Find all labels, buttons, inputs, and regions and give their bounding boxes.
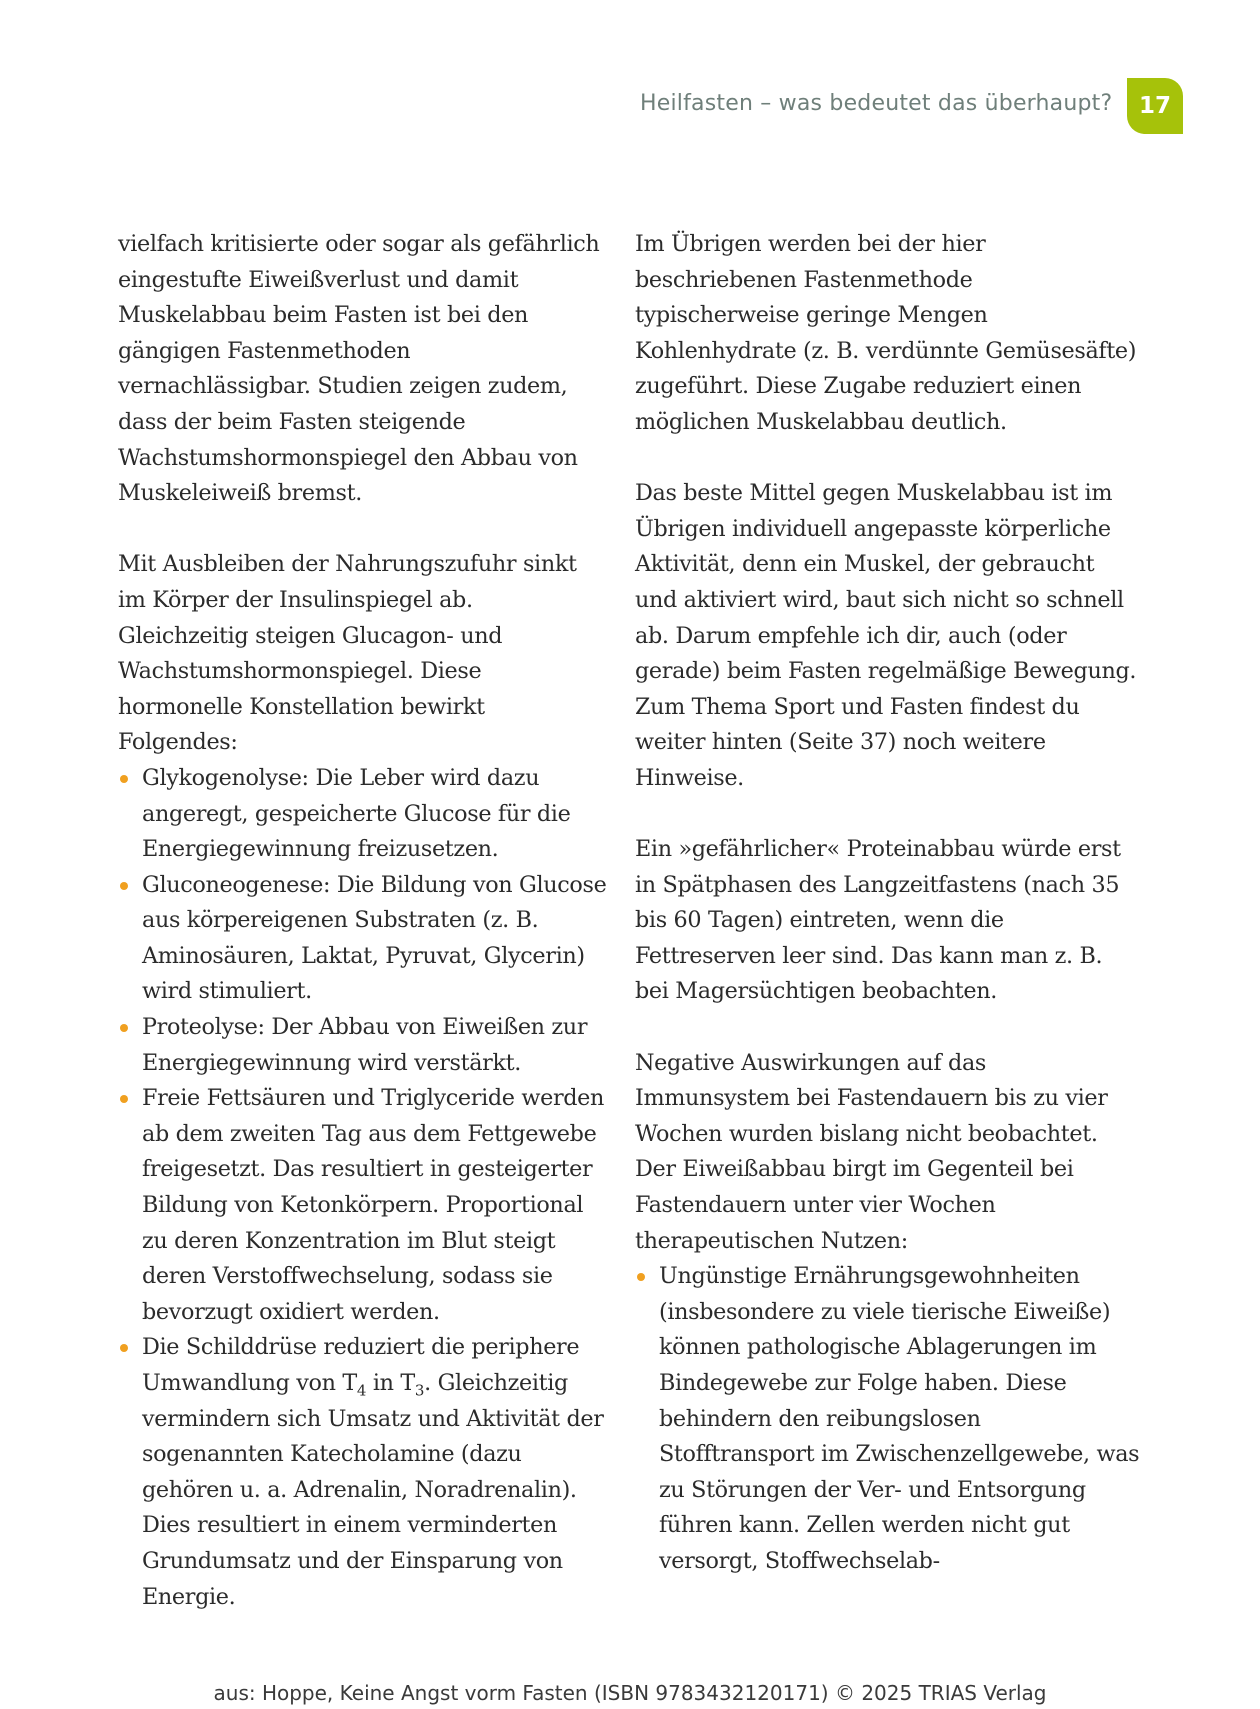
text-part: Die Schilddrüse reduziert die periphere Umwandlung von T: [142, 1334, 580, 1396]
list-item: [118, 761, 608, 868]
bullet-icon: [120, 1024, 128, 1032]
left-column: [118, 227, 608, 1615]
page-number-badge: 17: [1127, 78, 1183, 134]
list-item: [118, 868, 608, 1010]
text-part: . Gleichzeitig vermindern sich Umsatz und Aktivität der sogenannten Katecholamine (dazu gehören u. a. Adrenalin, Noradrenalin). Dies resultiert in einem verminderten Grundumsatz und der Einsparung von Energie.: [142, 1370, 604, 1610]
paragraph: vielfach kritisierte oder sogar als gefährlich eingestufte Eiweißverlust und damit Muskelabbau beim Fasten ist bei den gängigen Fastenmethoden vernachlässigbar. Studien zeigen zudem, dass der beim Fasten steigende Wachstumshormonspiegel den Abbau von Muskeleiweiß bremst.: [118, 231, 600, 507]
bullet-icon: [120, 1095, 128, 1103]
bullet-list: [118, 761, 608, 1615]
paragraph: Im Übrigen werden bei der hier beschriebenen Fastenmethode typischerweise geringe Mengen Kohlenhydrate (z. B. verdünnte Gemüsesäfte) zugeführt. Diese Zugabe reduziert einen möglichen Muskelabbau deutlich.: [635, 231, 1137, 435]
list-item: [118, 1081, 608, 1330]
bullet-icon: [120, 1344, 128, 1352]
source-footer: aus: Hoppe, Keine Angst vorm Fasten (ISBN 9783432120171) © 2025 TRIAS Verlag: [213, 1681, 1047, 1705]
list-item-text: Gluconeogenese: Die Bildung von Glucose aus körpereigenen Substraten (z. B. Aminosäuren, Laktat, Pyruvat, Glycerin) wird stimuliert.: [142, 871, 607, 1005]
paragraph-text: Mit Ausbleiben der Nahrungszufuhr sinkt im Körper der Insulinspiegel ab. Gleichzeitig steigen Glucagon- und Wachstumshormonspiegel. Diese hormonelle Konstellation bewirkt Folgendes:: [118, 551, 577, 756]
subscript: 4: [356, 1381, 367, 1400]
bullet-list: [635, 1259, 1140, 1579]
text-part: in T: [366, 1370, 415, 1396]
bullet-icon: [120, 882, 128, 890]
running-title: Heilfasten – was bedeutet das überhaupt?: [640, 91, 1113, 116]
list-item-text: Ungünstige Ernährungsgewohnheiten (insbesondere zu viele tierische Eiweiße) können pathologische Ablagerungen im Bindegewebe zur Folge haben. Diese behindern den reibungslosen Stofftransport im Zwischenzellgewebe, was zu Störungen der Ver- und Entsorgung führen kann. Zellen werden nicht gut versorgt, Stoffwechselab-: [659, 1263, 1140, 1574]
paragraph: Das beste Mittel gegen Muskelabbau ist im Übrigen individuell angepasste körperliche Aktivität, denn ein Muskel, der gebraucht und aktiviert wird, baut sich nicht so schnell ab. Darum empfehle ich dir, auch (oder gerade) beim Fasten regelmäßige Bewegung. Zum Thema Sport und Fasten findest du weiter hinten (Seite 37) noch weitere Hinweise.: [635, 480, 1137, 791]
list-item-text: Freie Fettsäuren und Triglyceride werden ab dem zweiten Tag aus dem Fettgewebe freigesetzt. Das resultiert in gesteigerter Bildung von Ketonkörpern. Proportional zu deren Konzentration im Blut steigt deren Verstoffwechselung, sodass sie bevorzugt oxidiert werden.: [142, 1085, 605, 1325]
bullet-icon: [637, 1273, 645, 1281]
list-item: [635, 1259, 1140, 1579]
list-item-text: Proteolyse: Der Abbau von Eiweißen zur Energiegewinnung wird verstärkt.: [142, 1014, 588, 1076]
list-item-text: Glykogenolyse: Die Leber wird dazu angeregt, gespeicherte Glucose für die Energiegewinnung freizusetzen.: [142, 764, 571, 863]
paragraph-text: Negative Auswirkungen auf das Immunsystem bei Fastendauern bis zu vier Wochen wurden bislang nicht beobachtet. Der Eiweißabbau birgt im Gegenteil bei Fastendauern unter vier Wochen therapeutischen Nutzen:: [635, 1049, 1108, 1254]
bullet-icon: [120, 775, 128, 783]
list-item: [118, 1010, 608, 1081]
paragraph: [635, 1046, 1140, 1260]
paragraph: Ein »gefährlicher« Proteinabbau würde erst in Spätphasen des Langzeitfastens (nach 35 bis 60 Tagen) eintreten, wenn die Fettreserven leer sind. Das kann man z. B. bei Magersüchtigen beobachten.: [635, 836, 1121, 1005]
paragraph: [118, 547, 608, 761]
list-item: [118, 1330, 608, 1615]
subscript: 3: [414, 1381, 425, 1400]
right-column: [635, 227, 1140, 1580]
